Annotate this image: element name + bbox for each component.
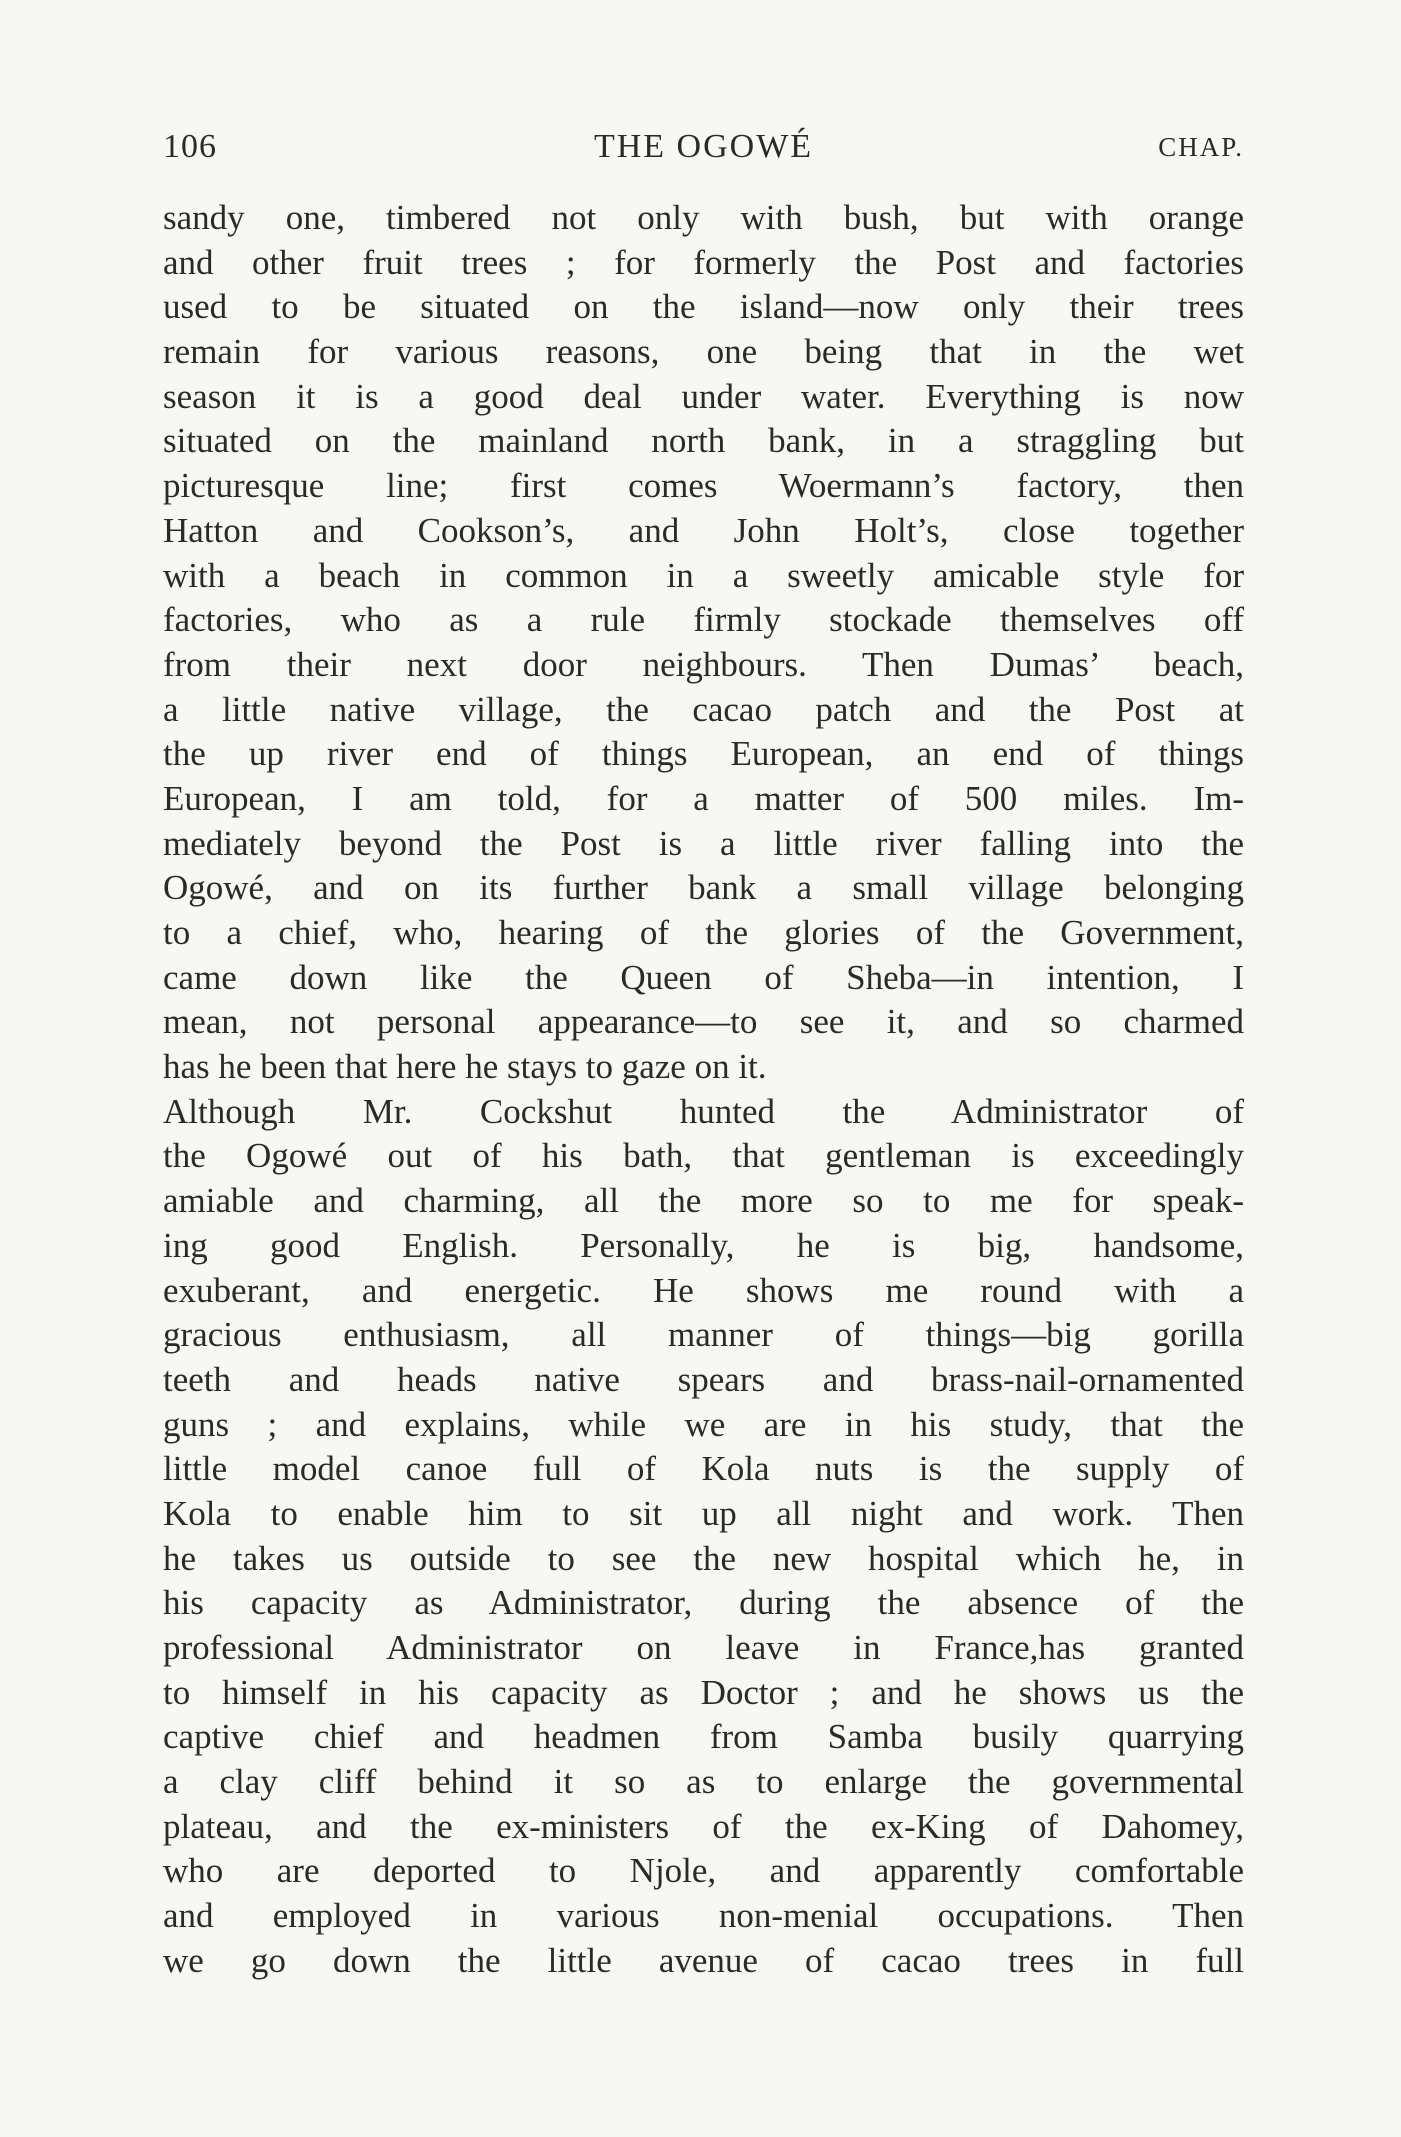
text-line: we go down the little avenue of cacao trees in full [163,1940,1244,1980]
text-line: professional Administrator on leave in France,has granted [163,1628,1244,1667]
page-number: 106 [163,128,217,165]
running-head [163,128,1244,172]
text-line: gracious enthusiasm, all manner of things—big gorilla [163,1315,1244,1355]
text-line: Ogowé, and on its further bank a small village belonging [163,868,1244,908]
text-line: teeth and heads native spears and brass-nail-ornamented [163,1359,1244,1399]
text-line: to himself in his capacity as Doctor ; and he shows us the [163,1672,1244,1712]
text-line: and other fruit trees ; for formerly the Post and factories [163,242,1244,282]
chapter-label: CHAP. [1158,132,1244,162]
text-line: guns ; and explains, while we are in his study, that the [163,1404,1244,1444]
text-line: mean, not personal appearance—to see it, and so charmed [163,1002,1244,1042]
text-line: the Ogowé out of his bath, that gentleman is exceedingly [163,1136,1244,1176]
text-line: remain for various reasons, one being that in the wet [163,332,1244,372]
text-line: a clay cliff behind it so as to enlarge the governmental [163,1762,1244,1802]
text-line: and employed in various non-menial occupations. Then [163,1896,1244,1936]
text-line: the up river end of things European, an end of things [163,734,1244,774]
text-line: came down like the Queen of Sheba—in intention, I [163,957,1244,997]
text-line: to a chief, who, hearing of the glories of the Government, [163,913,1244,952]
running-title: THE OGOWÉ [593,128,814,165]
text-line: Hatton and Cookson’s, and John Holt’s, close together [163,510,1244,550]
text-line: plateau, and the ex-ministers of the ex-King of Dahomey, [163,1806,1244,1846]
text-line: a little native village, the cacao patch and the Post at [163,689,1244,729]
text-line: Although Mr. Cockshut hunted the Administrator of [163,1091,1244,1131]
text-line: amiable and charming, all the more so to me for speak- [163,1181,1244,1221]
text-line: season it is a good deal under water. Everything is now [163,376,1244,416]
text-line: sandy one, timbered not only with bush, but with orange [163,198,1244,237]
text-line: used to be situated on the island—now only their trees [163,287,1244,327]
text-line: he takes us outside to see the new hospital which he, in [163,1538,1244,1578]
text-line: ing good English. Personally, he is big, handsome, [163,1225,1244,1265]
text-line: who are deported to Njole, and apparently comfortable [163,1851,1244,1891]
text-line: situated on the mainland north bank, in a straggling but [163,421,1244,461]
text-line: factories, who as a rule firmly stockade themselves off [163,600,1244,640]
text-line: European, I am told, for a matter of 500 miles. Im- [163,778,1244,818]
text-line: with a beach in common in a sweetly amicable style for [163,555,1244,595]
text-line: his capacity as Administrator, during the absence of the [163,1583,1244,1623]
text-line: picturesque line; first comes Woermann’s factory, then [163,466,1244,506]
text-line: little model canoe full of Kola nuts is the supply of [163,1449,1244,1489]
text-line: mediately beyond the Post is a little river falling into the [163,823,1244,863]
text-line: exuberant, and energetic. He shows me round with a [163,1270,1244,1310]
text-line: captive chief and headmen from Samba busily quarrying [163,1717,1244,1757]
body-text [163,196,1244,1984]
text-line: from their next door neighbours. Then Dumas’ beach, [163,644,1244,684]
text-line: Kola to enable him to sit up all night and work. Then [163,1493,1244,1533]
text-line: has he been that here he stays to gaze on it. [163,1047,767,1087]
